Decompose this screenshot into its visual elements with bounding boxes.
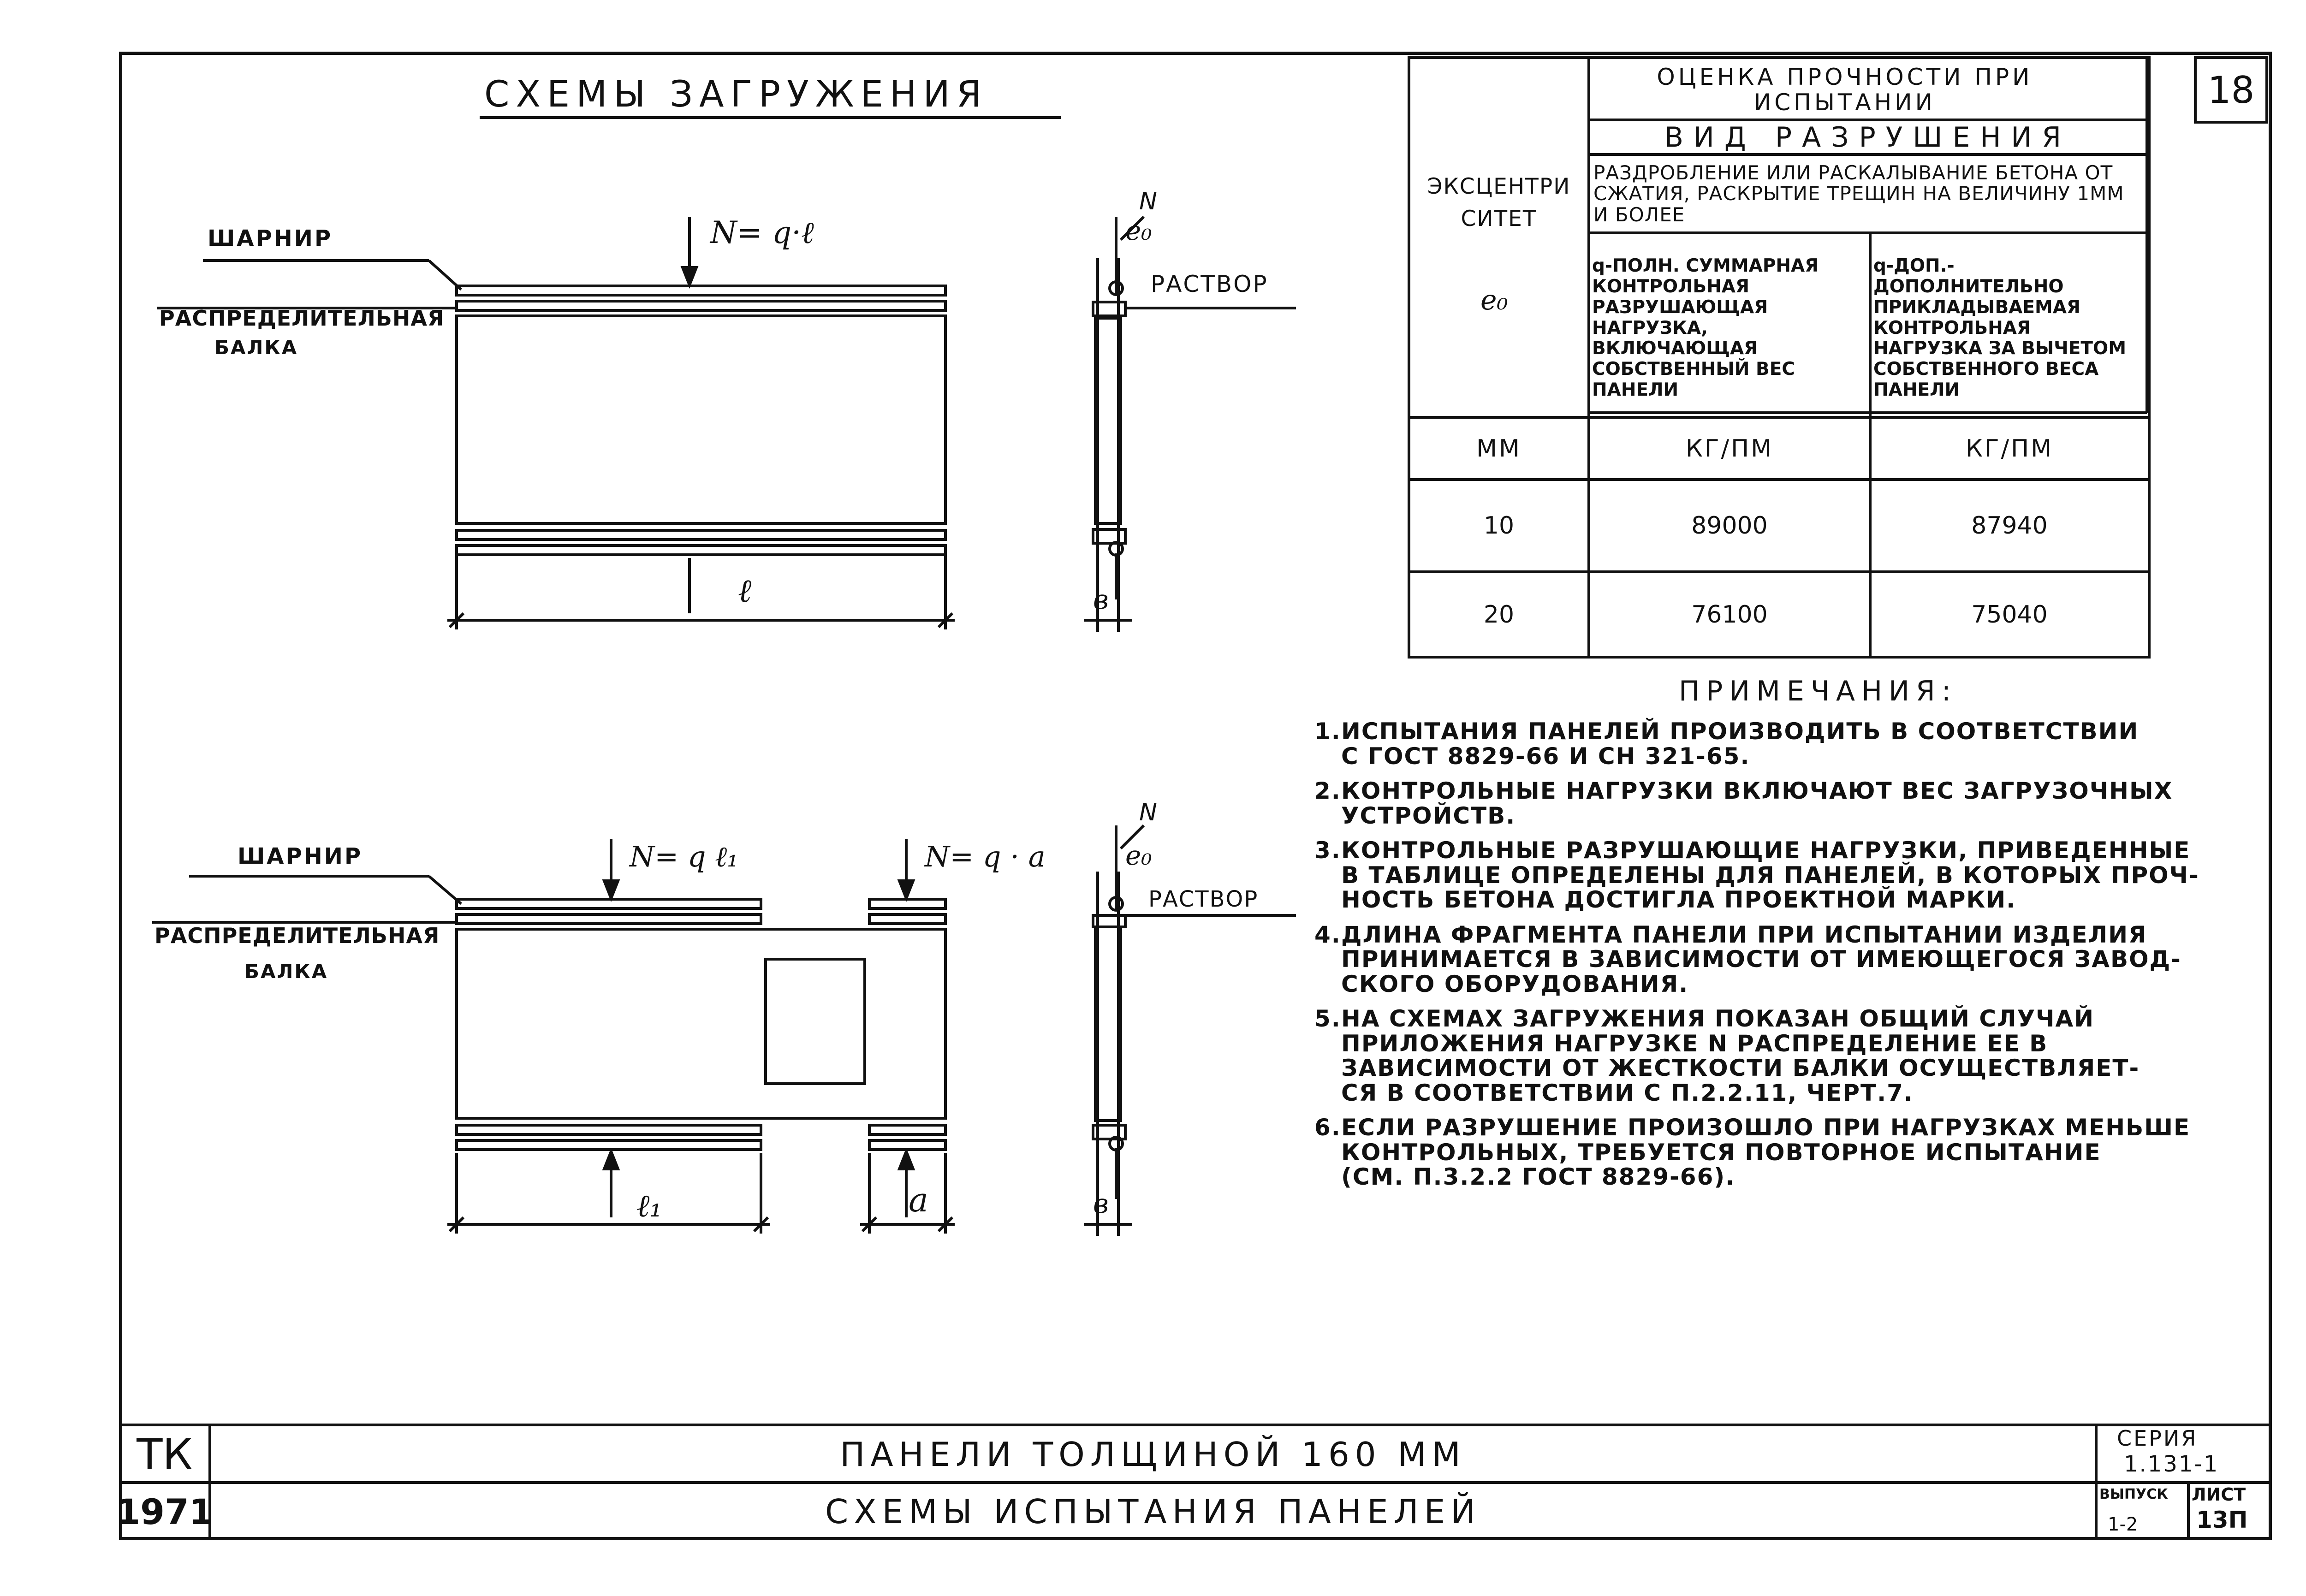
- stamp-series-value: 1.131-1: [2124, 1451, 2219, 1477]
- scheme1-beam-label-1: РАСПРЕДЕЛИТЕЛЬНАЯ: [159, 306, 445, 331]
- table-group-title: ОЦЕНКА ПРОЧНОСТИ ПРИ ИСПЫТАНИИ: [1657, 64, 2033, 116]
- table-row-2-ecc: 20: [1483, 600, 1515, 629]
- table-col-q-full: q-ПОЛН. СУММАРНАЯ КОНТРОЛЬНАЯ РАЗРУШАЮЩАЯ НАГРУЗКА, ВКЛЮЧАЮЩАЯ СОБСТВЕННЫЙ ВЕС ПАНЕЛИ: [1592, 255, 1819, 401]
- stamp-org: ТК: [137, 1430, 193, 1479]
- note-number: 2.: [1314, 777, 1341, 804]
- sheet-number: 18: [2207, 68, 2255, 112]
- note-text: КОНТРОЛЬНЫЕ РАЗРУШАЮЩИЕ НАГРУЗКИ, ПРИВЕДЕННЫЕ В ТАБЛИЦЕ ОПРЕДЕЛЕНЫ ДЛЯ ПАНЕЛЕЙ, В КОТОРЫХ ПРОЧ- НОСТЬ БЕТОНА ДОСТИГЛА ПРОЕКТНОЙ МАРКИ.: [1341, 837, 2199, 913]
- scheme1-length-label: ℓ: [738, 572, 752, 610]
- table-unit-q-add: КГ/ПМ: [1965, 434, 2054, 463]
- note-item: [1314, 779, 2283, 828]
- scheme1-mortar-label: РАСТВОР: [1151, 271, 1268, 297]
- schemes-title: СХЕМЫ ЗАГРУЖЕНИЯ: [484, 74, 988, 115]
- table-failure-title: ВИД РАЗРУШЕНИЯ: [1664, 121, 2072, 154]
- stamp-title-1: ПАНЕЛИ ТОЛЩИНОЙ 160 ММ: [840, 1435, 1466, 1474]
- scheme1-side-e0: e₀: [1125, 215, 1152, 246]
- scheme1-drawing: [157, 217, 1296, 632]
- notes-list: [1314, 719, 2283, 1200]
- table-row-2-q-add: 75040: [1971, 600, 2048, 629]
- note-item: [1314, 1007, 2283, 1105]
- scheme2-mortar-label: РАСТВОР: [1148, 886, 1259, 912]
- scheme1-force-label: N= q·ℓ: [710, 215, 814, 250]
- table-row-1-ecc: 10: [1483, 512, 1515, 540]
- note-number: 1.: [1314, 718, 1341, 745]
- scheme2-length1-label: ℓ₁: [636, 1188, 662, 1224]
- scheme2-side-b: в: [1093, 1188, 1109, 1219]
- stamp-series-label: СЕРИЯ: [2117, 1426, 2198, 1451]
- note-number: 5.: [1314, 1005, 1341, 1032]
- table-unit-ecc: ММ: [1476, 434, 1521, 463]
- table-row-1-q-add: 87940: [1971, 512, 2048, 540]
- scheme2-hinge-label: ШАРНИР: [238, 843, 363, 869]
- note-number: 6.: [1314, 1114, 1341, 1141]
- scheme2-drawing: [152, 825, 1296, 1236]
- scheme2-beam-label-1: РАСПРЕДЕЛИТЕЛЬНАЯ: [155, 923, 440, 948]
- table-row-1-q-full: 89000: [1691, 512, 1768, 540]
- scheme2-length2-label: a: [909, 1181, 928, 1219]
- stamp-sheet-label: ЛИСТ: [2192, 1484, 2246, 1505]
- note-number: 3.: [1314, 837, 1341, 864]
- table-col-eccentricity-label: ЭКСЦЕНТРИСИТЕТ: [1427, 173, 1571, 231]
- notes-title: ПРИМЕЧАНИЯ:: [1679, 675, 1957, 707]
- note-text: ИСПЫТАНИЯ ПАНЕЛЕЙ ПРОИЗВОДИТЬ В СООТВЕТСТВИИ С ГОСТ 8829-66 И СН 321-65.: [1341, 718, 2139, 770]
- note-item: [1314, 719, 2283, 769]
- note-number: 4.: [1314, 921, 1341, 948]
- scheme1-side-b: в: [1093, 584, 1109, 615]
- note-text: ДЛИНА ФРАГМЕНТА ПАНЕЛИ ПРИ ИСПЫТАНИИ ИЗДЕЛИЯ ПРИНИМАЕТСЯ В ЗАВИСИМОСТИ ОТ ИМЕЮЩЕГОСЯ ЗАВОД- СКОГО ОБОРУДОВАНИЯ.: [1341, 921, 2181, 997]
- scheme2-force1-label: N= q ℓ₁: [630, 840, 738, 873]
- table-col-q-add: q-ДОП.-ДОПОЛНИТЕЛЬНО ПРИКЛАДЫВАЕМАЯ КОНТРОЛЬНАЯ НАГРУЗКА ЗА ВЫЧЕТОМ СОБСТВЕННОГО ВЕСА ПАНЕЛИ: [1873, 255, 2126, 401]
- note-text: НА СХЕМАХ ЗАГРУЖЕНИЯ ПОКАЗАН ОБЩИЙ СЛУЧАЙ ПРИЛОЖЕНИЯ НАГРУЗКЕ N РАСПРЕДЕЛЕНИЕ ЕЕ В ЗАВИСИМОСТИ ОТ ЖЕСТКОСТИ БАЛКИ ОСУЩЕСТВЛЯЕТ- СЯ В СООТВЕТСТВИИ С П.2.2.11, ЧЕРТ.7.: [1341, 1005, 2140, 1106]
- note-text: ЕСЛИ РАЗРУШЕНИЕ ПРОИЗОШЛО ПРИ НАГРУЗКАХ МЕНЬШЕ КОНТРОЛЬНЫХ, ТРЕБУЕТСЯ ПОВТОРНОЕ ИСПЫТАНИЕ (СМ. П.3.2.2 ГОСТ 8829-66).: [1341, 1114, 2191, 1190]
- table-failure-desc: РАЗДРОБЛЕНИЕ ИЛИ РАСКАЛЫВАНИЕ БЕТОНА ОТ СЖАТИЯ, РАСКРЫТИЕ ТРЕЩИН НА ВЕЛИЧИНУ 1ММ И БОЛЕЕ: [1593, 161, 2124, 226]
- scheme1-side-n: N: [1139, 188, 1157, 215]
- note-text: КОНТРОЛЬНЫЕ НАГРУЗКИ ВКЛЮЧАЮТ ВЕС ЗАГРУЗОЧНЫХ УСТРОЙСТВ.: [1341, 777, 2173, 829]
- stamp-sheet-value: 13П: [2196, 1507, 2248, 1533]
- scheme2-beam-label-2: БАЛКА: [244, 960, 328, 983]
- note-item: [1314, 1115, 2283, 1190]
- table-row-2-q-full: 76100: [1691, 600, 1768, 629]
- table-col-eccentricity: [1410, 175, 1587, 231]
- scheme2-side-e0: e₀: [1125, 840, 1152, 871]
- scheme2-force2-label: N= q · a: [925, 840, 1046, 873]
- stamp-year: 1971: [116, 1491, 214, 1532]
- stamp-title-2: СХЕМЫ ИСПЫТАНИЯ ПАНЕЛЕЙ: [825, 1492, 1481, 1531]
- note-item: [1314, 923, 2283, 997]
- scheme1-beam-label-2: БАЛКА: [214, 336, 298, 359]
- note-item: [1314, 838, 2283, 913]
- stamp-issue-label: ВЫПУСК: [2099, 1486, 2168, 1502]
- table-col-eccentricity-symbol: e₀: [1480, 284, 1508, 316]
- scheme1-hinge-label: ШАРНИР: [208, 225, 333, 251]
- stamp-issue-value: 1-2: [2108, 1514, 2138, 1535]
- scheme2-side-n: N: [1139, 799, 1157, 826]
- table-unit-q-full: КГ/ПМ: [1685, 434, 1774, 463]
